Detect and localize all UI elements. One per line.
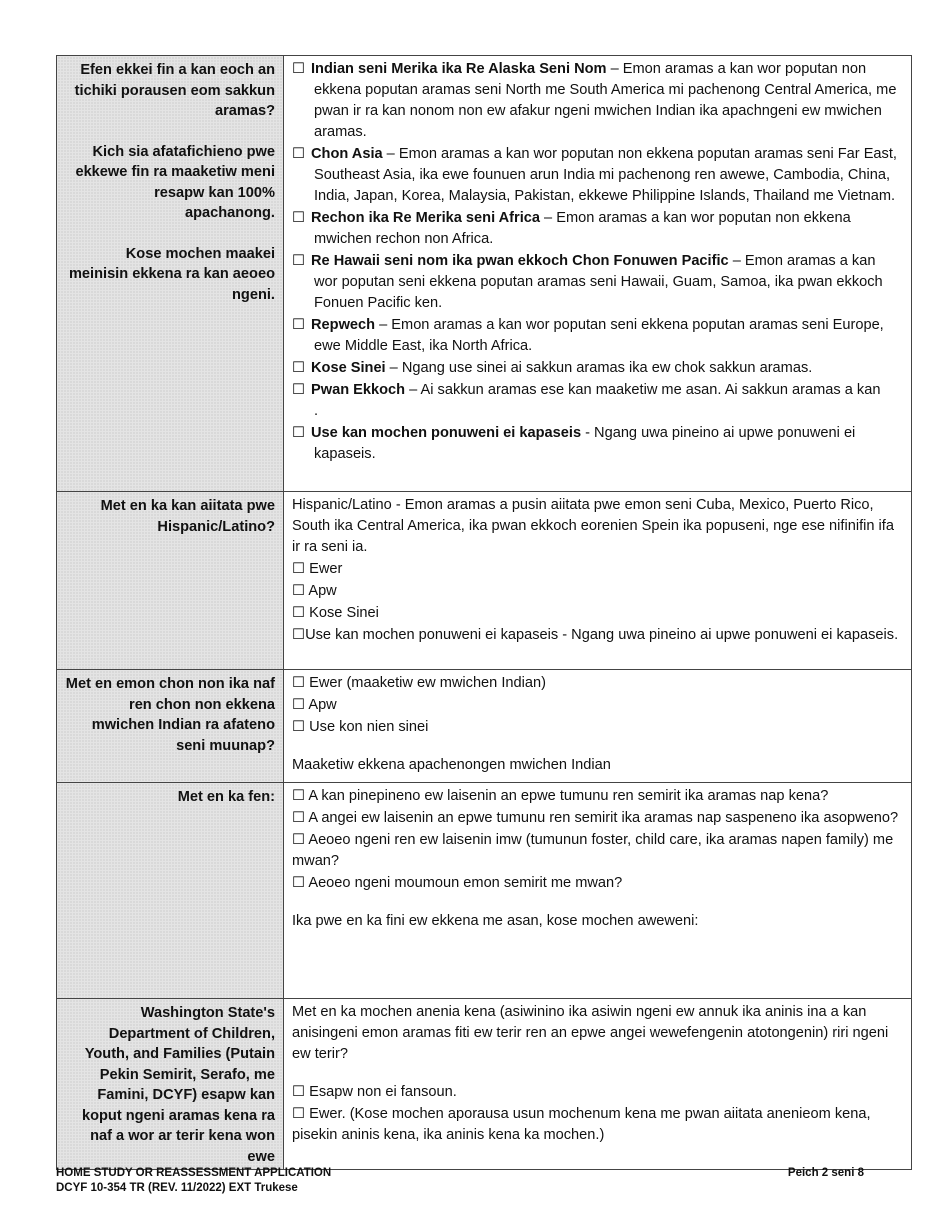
accommodation-option-no[interactable]: ☐ Esapw non ei fansoun. — [292, 1084, 457, 1100]
hispanic-options — [284, 492, 912, 670]
hispanic-definition: Hispanic/Latino - Emon aramas a pusin aiitata pwe emon seni Cuba, Mexico, Puerto Rico, South ika Central America, ika pwan ekkoch eorenien Spein ika popuseni, nge ese nifinifin ifa ir ra seni ia. — [292, 497, 894, 555]
spacer — [292, 739, 903, 755]
form-number: DCYF 10-354 TR (REV. 11/2022) EXT Trukese — [56, 1182, 298, 1194]
race-question-text: Efen ekkei fin a kan eoch an tichiki porausen eom sakkun aramas? — [74, 62, 275, 119]
race-option-american-indian[interactable] — [292, 59, 903, 143]
hispanic-option-unknown[interactable]: ☐ Kose Sinei — [292, 605, 379, 621]
tribal-list-prompt: Maaketiw ekkena apachenongen mwichen Indian — [292, 757, 611, 773]
option-description: – Emon aramas a kan wor poputan non ekkena poputan aramas seni North me South America mi pachenong Central America, me pwan ir ra kan nonom non ew afakur ngeni mwichen Indian ika apachngeni ew mwichen aramas. — [314, 61, 897, 140]
tribal-options — [284, 670, 912, 783]
race-percent-note: Kich sia afatafichieno pwe ekkewe fin ra maaketiw meni resapw kan 100% apachanong. — [75, 143, 275, 221]
tribal-option-unknown[interactable]: ☐ Use kon nien sinei — [292, 719, 429, 735]
hispanic-question-label: Met en ka kan aiitata pwe Hispanic/Latino? — [57, 492, 284, 670]
hispanic-option-yes[interactable]: ☐ Ewer — [292, 561, 343, 577]
race-option-african-american[interactable] — [292, 208, 903, 250]
accommodation-row — [57, 999, 912, 1170]
checkbox-icon[interactable]: ☐ — [292, 210, 306, 226]
checkbox-icon[interactable]: ☐ — [292, 146, 306, 162]
accommodation-option-yes[interactable]: ☐ Ewer. (Kose mochen aporausa usun mochenum kena me pwan aiitata anenieom kena, pisekin aninis kena, ika aninis kena ka mochen.) — [292, 1106, 871, 1143]
checkbox-icon[interactable]: ☐ — [292, 61, 306, 77]
option-title: Use kan mochen ponuweni ei kapaseis — [311, 425, 582, 441]
option-title: Re Hawaii seni nom ika pwan ekkoch Chon Fonuwen Pacific — [311, 253, 729, 269]
race-option-decline[interactable] — [292, 423, 903, 465]
checkbox-icon[interactable]: ☐ — [292, 317, 306, 333]
option-title: Rechon ika Re Merika seni Africa — [311, 210, 540, 226]
race-row — [57, 56, 912, 492]
race-option-white[interactable] — [292, 315, 903, 357]
race-option-pacific-islander[interactable] — [292, 251, 903, 314]
hispanic-row — [57, 492, 912, 670]
hispanic-option-decline[interactable]: ☐Use kan mochen ponuweni ei kapaseis - Ngang uwa pineino ai upwe ponuweni ei kapaseis. — [292, 627, 899, 643]
option-title: Kose Sinei — [311, 360, 386, 376]
license-options — [284, 783, 912, 999]
option-title: Chon Asia — [311, 146, 383, 162]
tribal-question-label: Met en emon chon non ika naf ren chon non ekkena mwichen Indian ra afateno seni muunap? — [57, 670, 284, 783]
page-number: Peich 2 seni 8 — [787, 1167, 864, 1179]
accommodation-question: Met en ka mochen anenia kena (asiwinino ika asiwin ngeni ew annuk ika aninis ina a kan anisingeni emon aramas fiti ew terir ren an epwe angei wewefengenin atotongenin) riri ngeni ew terir? — [292, 1004, 889, 1062]
hispanic-option-no[interactable]: ☐ Apw — [292, 583, 337, 599]
tribal-option-no[interactable]: ☐ Apw — [292, 697, 337, 713]
option-title: Repwech — [311, 317, 376, 333]
tribal-option-yes[interactable]: ☐ Ewer (maaketiw ew mwichen Indian) — [292, 675, 546, 691]
option-title: Pwan Ekkoch — [311, 382, 406, 398]
page-footer — [56, 1166, 912, 1196]
option-description: – Emon aramas a kan wor poputan non ekkena poputan aramas seni Far East, Southeast Asia, ika ewe founuen arun India mi pachenong ren awewe, Cambodia, China, India, Japan, Korea, Malaysia, Pakistan, ekkewe Philippine Islands, Thailand me Vietnam. — [314, 146, 897, 204]
license-explain-prompt: Ika pwe en ka fini ew ekkena me asan, kose mochen aweweni: — [292, 913, 699, 929]
spacer — [292, 895, 903, 911]
checkbox-icon[interactable]: ☐ — [292, 253, 306, 269]
application-form-table — [56, 55, 921, 1170]
accommodation-options — [284, 999, 912, 1170]
checkbox-icon[interactable]: ☐ — [292, 360, 306, 376]
tribal-row — [57, 670, 912, 783]
form-title: HOME STUDY OR REASSESSMENT APPLICATION — [56, 1167, 332, 1179]
race-option-other[interactable] — [292, 380, 921, 422]
option-description: – Emon aramas a kan wor poputan seni ekkena poputan aramas seni Europe, ewe Middle East, ika North Africa. — [314, 317, 884, 354]
spacer — [292, 1066, 903, 1082]
option-description: – Emon aramas a kan wor poputan seni ekkena poputan aramas seni Hawaii, Guam, Samoa, ika pwan ekkoch Fonuen Pacific ken. — [314, 253, 883, 311]
race-option-unknown[interactable] — [292, 358, 903, 379]
license-row — [57, 783, 912, 999]
race-question-label — [57, 56, 284, 492]
option-description: – Ai sakkun aramas ese kan maaketiw me asan. Ai sakkun aramas a kan . — [314, 382, 921, 419]
option-description: – Ngang use sinei ai sakkun aramas ika ew chok sakkun aramas. — [385, 360, 813, 376]
option-title: Indian seni Merika ika Re Alaska Seni Nom — [311, 61, 607, 77]
race-instruction: Kose mochen maakei meinisin ekkena ra kan aeoeo ngeni. — [68, 245, 275, 303]
checkbox-icon[interactable]: ☐ — [292, 425, 306, 441]
license-option-adoption[interactable]: ☐ Aeoeo ngeni moumoun emon semirit me mwan? — [292, 875, 623, 891]
race-options — [284, 56, 921, 492]
license-option-revoked[interactable]: ☐ A kan pinepineno ew laisenin an epwe tumunu ren semirit ika aramas nap kena? — [292, 788, 829, 804]
accommodation-label: Washington State's Department of Children, Youth, and Families (Putain Pekin Semirit, Serafo, me Famini, DCYF) esapw kan koput ngeni aramas kena ra naf a wor ar terir kena won ewe — [57, 999, 284, 1170]
checkbox-icon[interactable]: ☐ — [292, 382, 306, 398]
license-option-suspended[interactable]: ☐ A angei ew laisenin an epwe tumunu ren semirit ika aramas nap saspeneno ika asopweno? — [292, 810, 899, 826]
license-question-label: Met en ka fen: — [57, 783, 284, 999]
option-description: - Ngang uwa pineino ai upwe ponuweni ei kapaseis. — [314, 425, 856, 462]
option-description: – Emon aramas a kan wor poputan non ekkena mwichen rechon non Africa. — [314, 210, 851, 247]
license-option-applied-before[interactable]: ☐ Aeoeo ngeni ren ew laisenin imw (tumunun foster, child care, ika aramas napen family) me mwan? — [292, 832, 894, 869]
race-option-asian[interactable] — [292, 144, 903, 207]
